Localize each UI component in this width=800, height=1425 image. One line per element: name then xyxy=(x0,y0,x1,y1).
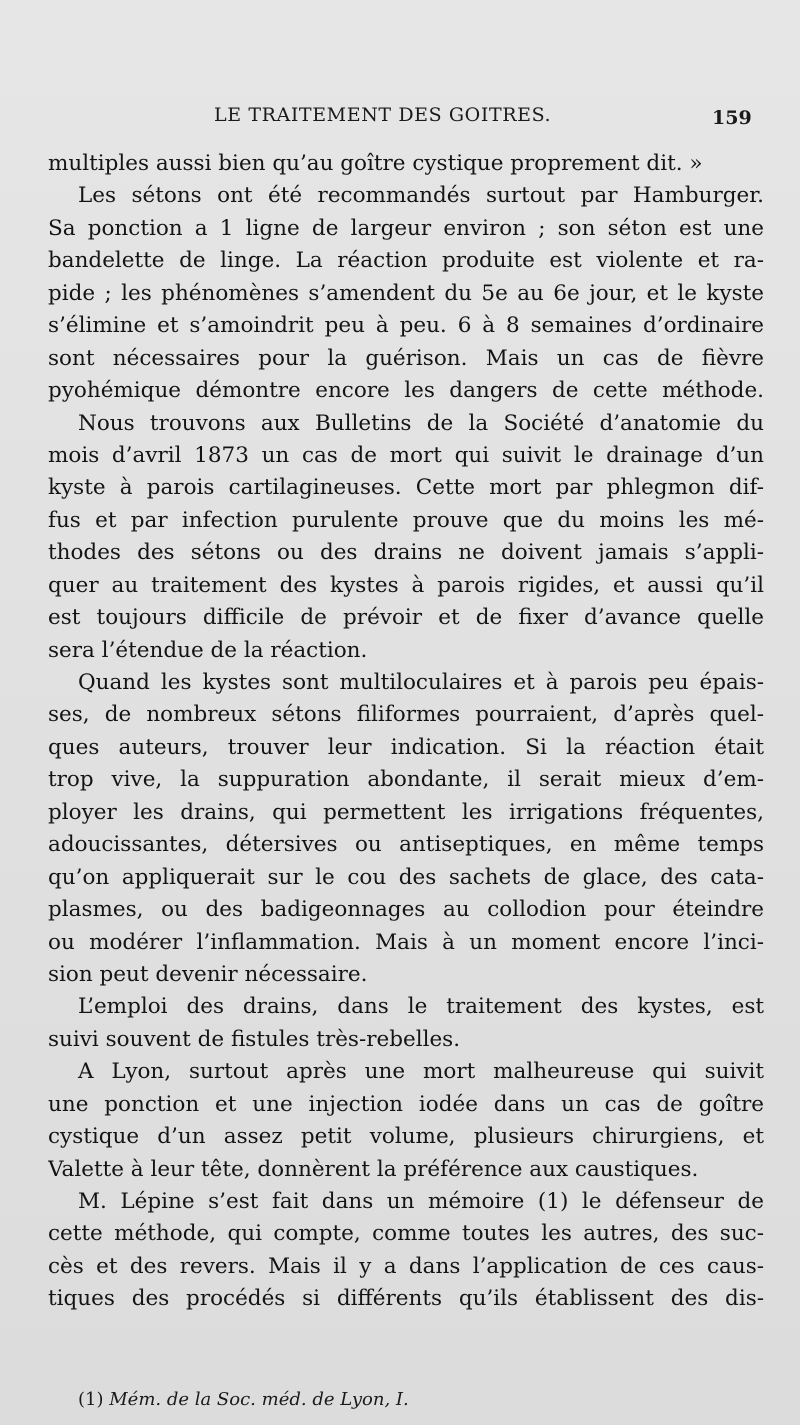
text-line: ses, de nombreux sétons filiformes pourraient, d’après quel- xyxy=(48,702,764,728)
running-title: LE TRAITEMENT DES GOITRES. xyxy=(214,104,552,126)
text-line: est toujours difficile de prévoir et de fixer d’avance quelle xyxy=(48,605,764,631)
text-line: ques auteurs, trouver leur indication. Si la réaction était xyxy=(48,734,764,760)
text-line: multiples aussi bien qu’au goître cystique proprement dit. » xyxy=(48,151,703,176)
text-line: fus et par infection purulente prouve que du moins les mé- xyxy=(48,507,764,533)
text-line: Nous trouvons aux Bulletins de la Société d’anatomie du xyxy=(78,410,764,436)
text-line: adoucissantes, détersives ou antiseptiques, en même temps xyxy=(48,832,764,858)
text-line: cès et des revers. Mais il y a dans l’application de ces caus- xyxy=(48,1253,764,1279)
text-line: M. Lépine s’est fait dans un mémoire (1) le défenseur de xyxy=(78,1189,764,1214)
text-line: bandelette de linge. La réaction produite est violente et ra- xyxy=(48,248,764,274)
text-line: cette méthode, qui compte, comme toutes les autres, des suc- xyxy=(48,1221,764,1247)
text-line: quer au traitement des kystes à parois rigides, et aussi qu’il xyxy=(48,572,764,598)
text-line: cystique d’un assez petit volume, plusieurs chirurgiens, et xyxy=(48,1124,764,1150)
text-line: ployer les drains, qui permettent les irrigations fréquentes, xyxy=(48,799,764,825)
text-line: pyohémique démontre encore les dangers de cette méthode. xyxy=(48,378,764,404)
text-line: tiques des procédés si différents qu’ils établissent des dis- xyxy=(48,1286,764,1312)
text-line: thodes des sétons ou des drains ne doivent jamais s’appli- xyxy=(48,540,764,566)
text-line: sont nécessaires pour la guérison. Mais un cas de fièvre xyxy=(48,345,764,371)
text-line: trop vive, la suppuration abondante, il serait mieux d’em- xyxy=(48,767,764,793)
text-line: Valette à leur tête, donnèrent la préférence aux caustiques. xyxy=(48,1156,699,1182)
text-line: kyste à parois cartilagineuses. Cette mort par phlegmon dif- xyxy=(48,475,764,501)
running-head xyxy=(0,104,800,134)
text-line: Sa ponction a 1 ligne de largeur environ ; son séton est une xyxy=(48,215,764,241)
text-line: Les sétons ont été recommandés surtout par Hamburger. xyxy=(78,183,764,209)
text-line: suivi souvent de fistules très-rebelles. xyxy=(48,1026,461,1052)
text-line: mois d’avril 1873 un cas de mort qui suivit le drainage d’un xyxy=(48,442,764,468)
text-line: s’élimine et s’amoindrit peu à peu. 6 à 8 semaines d’ordinaire xyxy=(48,313,764,339)
text-line: sera l’étendue de la réaction. xyxy=(48,637,368,663)
text-line: A Lyon, surtout après une mort malheureuse qui suivit xyxy=(78,1059,764,1085)
footnote-mark: (1) xyxy=(78,1389,104,1410)
page-number: 159 xyxy=(712,107,752,129)
text-line: qu’on appliquerait sur le cou des sachets de glace, des cata- xyxy=(48,864,764,890)
footnote-text: Mém. de la Soc. méd. de Lyon, I. xyxy=(109,1389,409,1410)
text-line: plasmes, ou des badigeonnages au collodion pour éteindre xyxy=(48,897,764,923)
body-text xyxy=(48,148,764,1316)
text-line: pide ; les phénomènes s’amendent du 5e au 6e jour, et le kyste xyxy=(48,280,764,306)
text-line: ou modérer l’inflammation. Mais à un moment encore l’inci- xyxy=(48,929,764,955)
text-line: sion peut devenir nécessaire. xyxy=(48,961,368,987)
text-line: une ponction et une injection iodée dans un cas de goître xyxy=(48,1091,764,1117)
text-line: L’emploi des drains, dans le traitement des kystes, est xyxy=(78,994,764,1020)
text-line: Quand les kystes sont multiloculaires et à parois peu épais- xyxy=(78,670,764,695)
footnote xyxy=(78,1389,409,1410)
